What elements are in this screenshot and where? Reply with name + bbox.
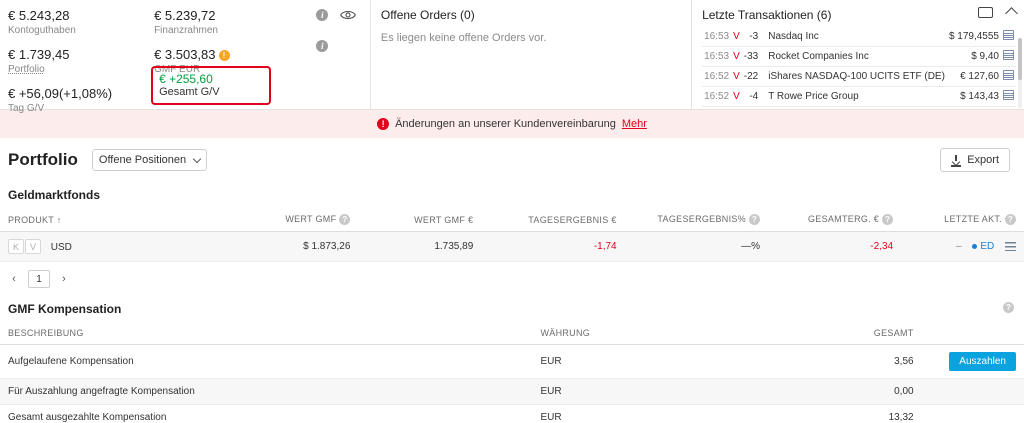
total-pl-label: Gesamt G/V <box>159 86 220 98</box>
transaction-doc-cell[interactable] <box>1001 87 1016 107</box>
account-balance-value: € 5.243,28 <box>8 8 70 23</box>
col-beschreibung: BESCHREIBUNG <box>0 322 532 345</box>
compensation-total: 3,56 <box>737 345 921 379</box>
transaction-qty: -4 <box>742 87 760 107</box>
document-icon[interactable] <box>1003 70 1014 80</box>
portfolio-label[interactable]: Portfolio <box>8 64 45 75</box>
col-letzte-akt[interactable] <box>901 208 1024 232</box>
transactions-scrollbar-thumb[interactable] <box>1018 38 1022 80</box>
col-gesamterg-eur[interactable] <box>768 208 901 232</box>
positions-filter-select[interactable] <box>92 149 207 171</box>
account-balance-metric <box>8 8 146 38</box>
col-waehrung: WÄHRUNG <box>532 322 737 345</box>
open-orders-panel <box>370 0 691 109</box>
recent-transactions-body <box>702 27 1016 107</box>
table-header-row <box>0 208 1024 232</box>
money-market-product-name: USD <box>50 242 72 254</box>
compensation-desc: Aufgelaufene Kompensation <box>0 345 532 379</box>
eye-icon[interactable] <box>340 9 356 21</box>
page-title: Portfolio <box>8 150 78 169</box>
table-row[interactable] <box>702 47 1016 67</box>
document-icon[interactable] <box>1003 90 1014 100</box>
transaction-side: V <box>731 27 742 47</box>
day-pl-metric <box>8 86 146 116</box>
money-market-table-head <box>0 208 1024 232</box>
question-icon[interactable]: ? <box>339 214 350 225</box>
money-market-table <box>0 208 1024 262</box>
open-orders-title: Offene Orders (0) <box>380 8 475 22</box>
letzte-akt-dash: – <box>955 241 962 253</box>
payout-button[interactable]: Auszahlen <box>949 352 1016 371</box>
col-tagesergebnis-pct[interactable] <box>625 208 768 232</box>
table-header-row <box>0 322 1024 345</box>
letzte-akt-tag-text: ED <box>980 241 995 253</box>
money-market-wert-gmf: $ 1.873,26 <box>236 232 359 262</box>
document-icon[interactable] <box>1003 30 1014 40</box>
portfolio-header <box>0 138 1024 182</box>
summary-icons-row-1 <box>316 9 369 21</box>
window-controls <box>978 6 1016 18</box>
notice-more-link[interactable]: Mehr <box>621 118 647 130</box>
pager-prev-button[interactable]: ‹ <box>12 273 16 286</box>
transaction-side: V <box>731 47 742 67</box>
positions-filter-value: Offene Positionen <box>98 154 187 166</box>
transaction-name: Rocket Companies Inc <box>760 47 947 67</box>
finance-frame-metric <box>154 8 316 38</box>
portfolio-metric <box>8 47 146 77</box>
monitor-icon[interactable] <box>978 7 993 18</box>
alert-icon: ! <box>377 118 389 130</box>
transaction-time: 16:53 <box>702 47 731 67</box>
pager-page-number[interactable]: 1 <box>28 270 50 288</box>
table-row[interactable] <box>0 232 1024 262</box>
transaction-name: iShares NASDAQ-100 UCITS ETF (DE) <box>760 67 947 87</box>
transaction-time: 16:52 <box>702 87 731 107</box>
gmf-value <box>154 47 316 63</box>
compensation-action-cell <box>922 345 1024 379</box>
download-icon <box>951 155 961 166</box>
transaction-doc-cell[interactable] <box>1001 47 1016 67</box>
recent-transactions-title: Letzte Transaktionen (6) <box>702 8 832 22</box>
question-icon[interactable]: ? <box>1005 214 1016 225</box>
account-balance-label: Kontoguthaben <box>8 25 76 36</box>
open-orders-empty: Es liegen keine offene Orders vor. <box>380 32 547 44</box>
pager-next-button[interactable]: › <box>62 273 66 286</box>
list-icon[interactable] <box>1005 242 1016 251</box>
finance-column <box>146 0 316 109</box>
export-button[interactable] <box>940 148 1010 172</box>
money-market-tagesergebnis-pct: —% <box>625 232 768 262</box>
transaction-name: T Rowe Price Group <box>760 87 947 107</box>
compensation-desc: Gesamt ausgezahlte Kompensation <box>0 405 532 423</box>
money-market-product-cell <box>0 232 236 262</box>
buy-button[interactable]: K <box>8 239 24 254</box>
compensation-total: 13,32 <box>737 405 921 423</box>
compensation-action-cell <box>922 405 1024 423</box>
compensation-desc: Für Auszahlung angefragte Kompensation <box>0 379 532 405</box>
compensation-section-title: GMF Kompensation <box>8 302 122 317</box>
table-row <box>0 405 1024 423</box>
notice-text: Änderungen an unserer Kundenvereinbarung <box>395 118 616 130</box>
transaction-name: Nasdaq Inc <box>760 27 947 47</box>
money-market-pager <box>0 262 1024 296</box>
col-letzte-akt-label: LETZTE AKT. <box>944 214 1002 224</box>
account-column <box>0 0 146 114</box>
recent-transactions-panel <box>691 0 1024 109</box>
col-produkt[interactable] <box>0 208 236 232</box>
money-market-table-body <box>0 232 1024 262</box>
compensation-table <box>0 322 1024 423</box>
col-wert-gmf-eur[interactable] <box>358 208 481 232</box>
table-row <box>0 379 1024 405</box>
transaction-side: V <box>731 87 742 107</box>
summary-icons-row-2 <box>316 40 369 52</box>
transaction-amount: € 127,60 <box>947 67 1001 87</box>
transaction-amount: $ 143,43 <box>947 87 1001 107</box>
money-market-tagesergebnis-eur: -1,74 <box>481 232 624 262</box>
col-wert-gmf[interactable] <box>236 208 359 232</box>
transaction-amount: $ 9,40 <box>947 47 1001 67</box>
day-pl-label: Tag G/V <box>8 103 45 114</box>
compensation-currency: EUR <box>532 345 737 379</box>
gmf-label: GMF EUR <box>154 64 201 75</box>
finance-frame-label: Finanzrahmen <box>154 25 218 36</box>
money-market-wert-gmf-eur: 1.735,89 <box>358 232 481 262</box>
table-row[interactable] <box>702 27 1016 47</box>
transaction-qty: -33 <box>742 47 760 67</box>
money-market-gesamterg-eur: -2,34 <box>768 232 901 262</box>
transactions-scrollbar[interactable] <box>1018 38 1022 108</box>
export-button-label: Export <box>967 154 999 166</box>
col-tagesergebnis-eur[interactable] <box>481 208 624 232</box>
col-tagesergebnis-eur-label: TAGESERGEBNIS € <box>528 214 617 225</box>
info-icon-2[interactable]: i <box>316 40 328 52</box>
letzte-akt-tag <box>972 241 994 252</box>
document-icon[interactable] <box>1003 50 1014 60</box>
col-wert-gmf-eur-label: WERT GMF € <box>414 214 474 225</box>
table-row[interactable] <box>702 87 1016 107</box>
transaction-qty: -3 <box>742 27 760 47</box>
compensation-section <box>0 296 1024 423</box>
col-gesamt: GESAMT <box>737 322 921 345</box>
summary-icons-column <box>316 0 369 109</box>
compensation-table-head <box>0 322 1024 345</box>
table-row <box>0 345 1024 379</box>
col-wert-gmf-label: WERT GMF <box>285 214 337 224</box>
warning-icon: ! <box>219 50 230 61</box>
summary-bar <box>0 0 1024 114</box>
info-icon[interactable]: i <box>316 9 328 21</box>
transaction-amount: $ 179,4555 <box>947 27 1001 47</box>
col-produkt-label: PRODUKT ↑ <box>8 214 62 225</box>
col-gesamterg-eur-label: GESAMTERG. € <box>807 214 880 224</box>
finance-frame-value: € 5.239,72 <box>154 8 216 23</box>
money-market-letzte-akt <box>901 232 1024 262</box>
transaction-qty: -22 <box>742 67 760 87</box>
gmf-value-text: € 3.503,83 <box>154 47 216 62</box>
sell-button[interactable]: V <box>25 239 41 254</box>
compensation-total: 0,00 <box>737 379 921 405</box>
col-action <box>922 322 1024 345</box>
compensation-currency: EUR <box>532 379 737 405</box>
money-market-section-title: Geldmarktfonds <box>8 188 101 202</box>
total-pl-highlight <box>151 66 271 105</box>
compensation-action-cell <box>922 379 1024 405</box>
compensation-currency: EUR <box>532 405 737 423</box>
transaction-time: 16:53 <box>702 27 731 47</box>
chevron-up-icon[interactable] <box>1005 7 1018 20</box>
day-pl-value: € +56,09(+1,08%) <box>8 86 113 101</box>
chevron-down-icon <box>193 154 201 162</box>
transaction-side: V <box>731 67 742 87</box>
compensation-table-body <box>0 345 1024 423</box>
table-row[interactable] <box>702 67 1016 87</box>
transaction-doc-cell[interactable] <box>1001 67 1016 87</box>
portfolio-value: € 1.739,45 <box>8 47 70 62</box>
question-icon[interactable]: ? <box>1003 302 1014 313</box>
question-icon[interactable]: ? <box>882 214 893 225</box>
question-icon[interactable]: ? <box>749 214 760 225</box>
notice-banner <box>0 110 1024 138</box>
transaction-doc-cell[interactable] <box>1001 27 1016 47</box>
total-pl-value: € +255,60 <box>159 72 213 86</box>
transaction-time: 16:52 <box>702 67 731 87</box>
recent-transactions-table <box>702 27 1016 107</box>
col-tagesergebnis-pct-label: TAGESERGEBNIS% <box>657 214 746 224</box>
